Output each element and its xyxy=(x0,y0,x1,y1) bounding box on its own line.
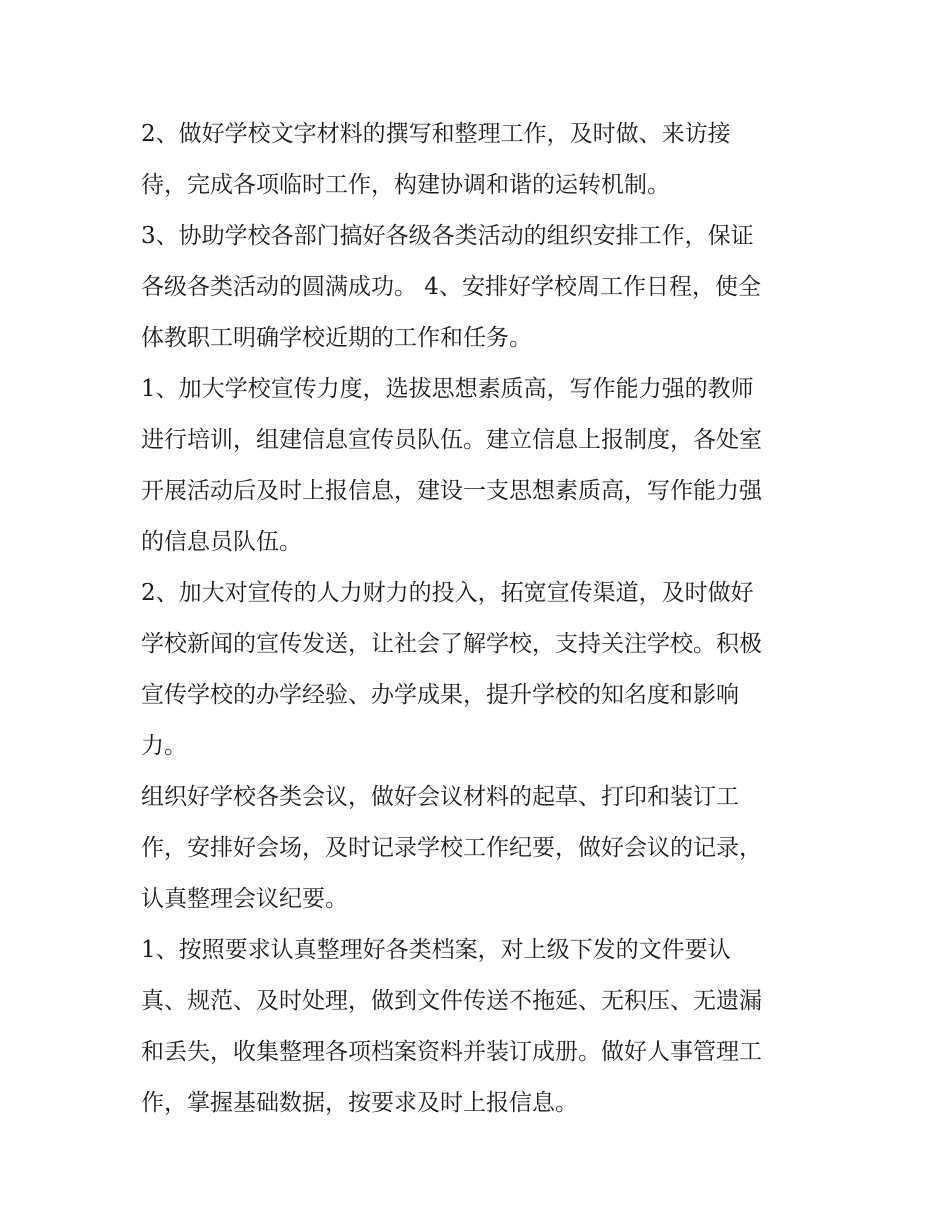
text-line-20: 作，掌握基础数据，按要求及时上报信息。 xyxy=(141,1090,578,1116)
document-body xyxy=(141,109,821,1129)
text-line-4: 各级各类活动的圆满成功。 4、安排好学校周工作日程，使全 xyxy=(141,274,761,300)
text-line-8: 开展活动后及时上报信息，建设一支思想素质高，写作能力强 xyxy=(141,478,762,504)
text-line-18: 真、规范、及时处理，做到文件传送不拖延、无积压、无遗漏 xyxy=(141,988,762,1014)
text-line-10: 2、加大对宣传的人力财力的投入，拓宽宣传渠道，及时做好 xyxy=(141,580,754,606)
text-line-19: 和丢失，收集整理各项档案资料并装订成册。做好人事管理工 xyxy=(141,1039,762,1065)
text-line-3: 3、协助学校各部门搞好各级各类活动的组织安排工作，保证 xyxy=(141,223,754,249)
text-line-2: 待，完成各项临时工作，构建协调和谐的运转机制。 xyxy=(141,172,670,198)
text-line-5: 体教职工明确学校近期的工作和任务。 xyxy=(141,325,532,351)
text-line-12: 宣传学校的办学经验、办学成果，提升学校的知名度和影响 xyxy=(141,682,739,708)
text-line-13: 力。 xyxy=(141,733,187,759)
text-line-7: 进行培训，组建信息宣传员队伍。建立信息上报制度，各处室 xyxy=(141,427,762,453)
text-line-16: 认真整理会议纪要。 xyxy=(141,886,348,912)
text-line-15: 作，安排好会场，及时记录学校工作纪要，做好会议的记录， xyxy=(141,835,762,861)
text-line-11: 学校新闻的宣传发送，让社会了解学校，支持关注学校。积极 xyxy=(141,631,762,657)
text-line-1: 2、做好学校文字材料的撰写和整理工作，及时做、来访接 xyxy=(141,121,731,147)
text-line-14: 组织好学校各类会议，做好会议材料的起草、打印和装订工 xyxy=(141,784,739,810)
text-line-17: 1、按照要求认真整理好各类档案，对上级下发的文件要认 xyxy=(141,937,731,963)
text-line-9: 的信息员队伍。 xyxy=(141,529,302,555)
text-line-6: 1、加大学校宣传力度，选拔思想素质高，写作能力强的教师 xyxy=(141,376,754,402)
